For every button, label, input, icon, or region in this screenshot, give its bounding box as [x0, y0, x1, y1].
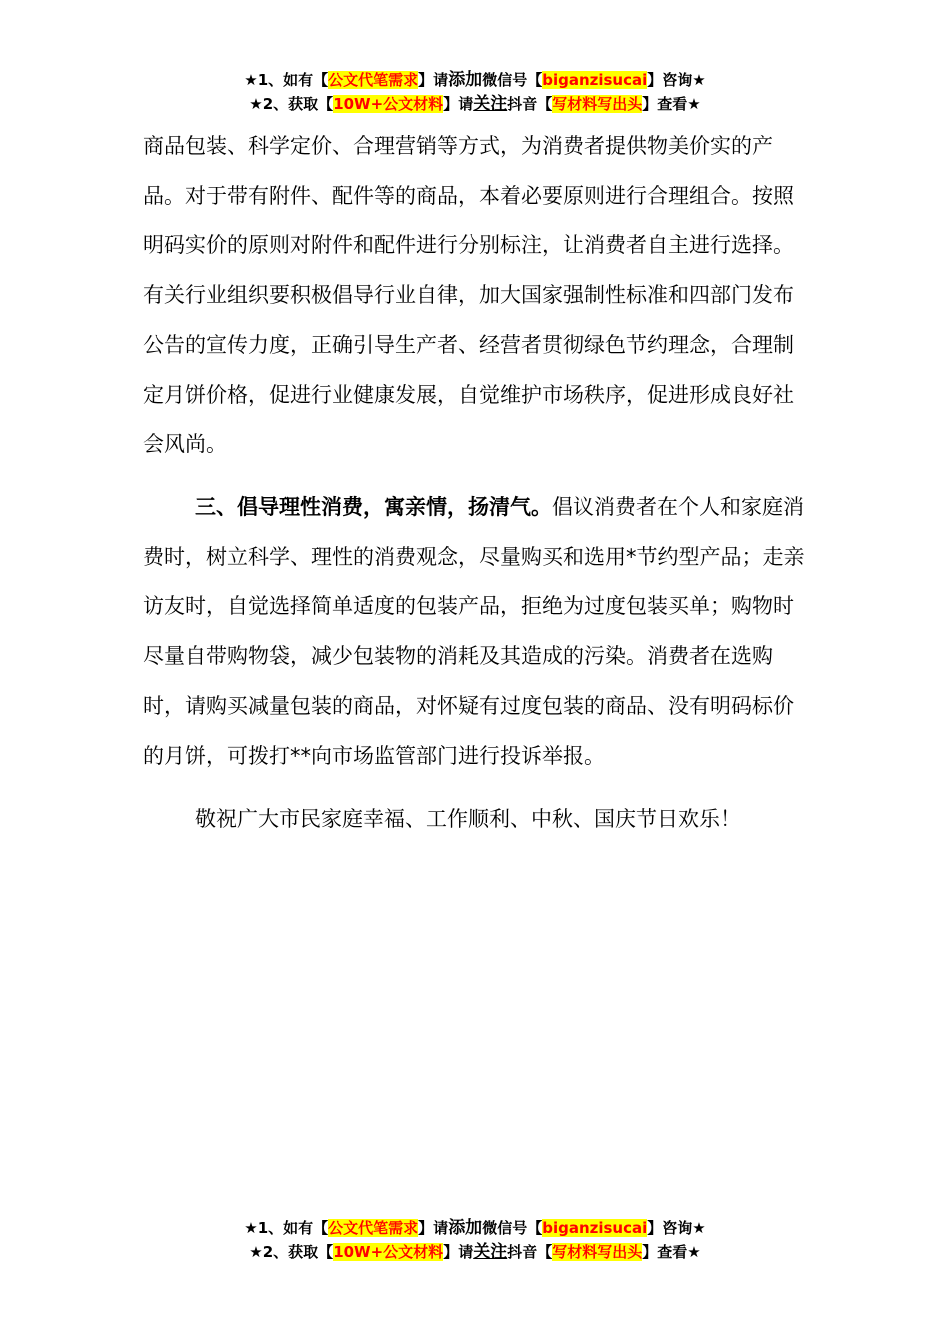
banner-text: 抖音【 — [507, 95, 553, 113]
highlight-service: 公文代笔需求 — [328, 1219, 419, 1237]
closing-text: 敬祝广大市民家庭幸福、工作顺利、中秋、国庆节日欢乐！ — [195, 807, 741, 831]
banner-text: 】查看★ — [642, 1243, 701, 1261]
banner-text: ★2、获取【 — [249, 1243, 334, 1261]
banner-text: ★2、获取【 — [249, 95, 334, 113]
highlight-douyin: 写材料写出头 — [552, 1243, 643, 1261]
banner-text: 】咨询★ — [647, 71, 706, 89]
emphasis-follow: 关注 — [473, 94, 508, 114]
paragraph-closing — [143, 795, 808, 845]
banner-text: 】咨询★ — [647, 1219, 706, 1237]
footer-banner — [0, 1216, 950, 1264]
emphasis-add: 添加 — [448, 1218, 483, 1238]
banner-text: 微信号【 — [482, 1219, 543, 1237]
banner-line-2 — [0, 92, 950, 116]
highlight-douyin: 写材料写出头 — [552, 95, 643, 113]
paragraph-text: 倡议消费者在个人和家庭消费时，树立科学、理性的消费观念，尽量购买和选用*节约型产品；走亲访友时，自觉选择简单适度的包装产品，拒绝为过度包装买单；购物时尽量自带购物袋，减少包装物的消耗及其造成的污染。消费者在选购时，请购买减量包装的商品，对怀疑有过度包装的商品、没有明码标价的月饼，可拨打**向市场监管部门进行投诉举报。 — [143, 495, 805, 768]
banner-text: 】查看★ — [642, 95, 701, 113]
highlight-service: 公文代笔需求 — [328, 71, 419, 89]
header-banner — [0, 68, 950, 116]
highlight-materials: 10W+公文材料 — [333, 1243, 444, 1261]
banner-text: ★1、如有【 — [244, 1219, 329, 1237]
emphasis-follow: 关注 — [473, 1242, 508, 1262]
banner-text: 】请 — [418, 71, 449, 89]
banner-line-1 — [0, 68, 950, 92]
banner-text: 】请 — [443, 1243, 474, 1261]
banner-text: 】请 — [443, 95, 474, 113]
banner-text: 】请 — [418, 1219, 449, 1237]
highlight-wechat-id: biganzisucai — [542, 1219, 648, 1237]
banner-text: 微信号【 — [482, 71, 543, 89]
highlight-materials: 10W+公文材料 — [333, 95, 444, 113]
paragraph-rational-consumption — [143, 483, 808, 781]
emphasis-add: 添加 — [448, 70, 483, 90]
paragraph-text: 商品包装、科学定价、合理营销等方式，为消费者提供物美价实的产品。对于带有附件、配件等的商品，本着必要原则进行合理组合。按照明码实价的原则对附件和配件进行分别标注，让消费者自主进行选择。有关行业组织要积极倡导行业自律，加大国家强制性标准和四部门发布公告的宣传力度，正确引导生产者、经营者贯彻绿色节约理念，合理制定月饼价格，促进行业健康发展，自觉维护市场秩序，促进形成良好社会风尚。 — [143, 134, 794, 457]
banner-line-1 — [0, 1216, 950, 1240]
section-heading: 三、倡导理性消费，寓亲情，扬清气。 — [195, 495, 552, 519]
banner-line-2 — [0, 1240, 950, 1264]
banner-text: ★1、如有【 — [244, 71, 329, 89]
banner-text: 抖音【 — [507, 1243, 553, 1261]
highlight-wechat-id: biganzisucai — [542, 71, 648, 89]
paragraph-industry — [143, 122, 808, 470]
